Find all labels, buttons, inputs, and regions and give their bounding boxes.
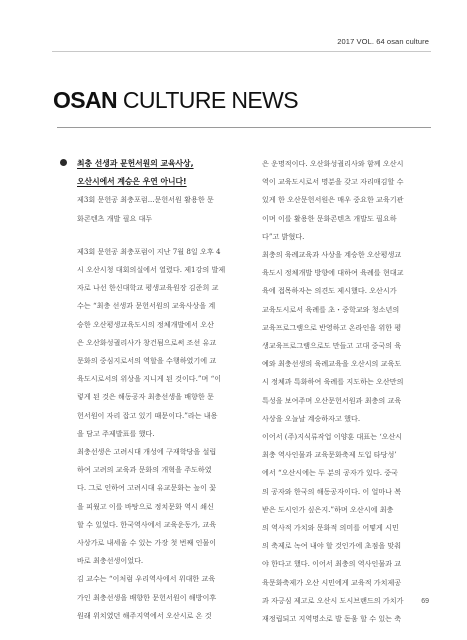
body-text-line: 은 운명적이다. 오산화성궐리사와 함께 오산시 — [262, 159, 404, 168]
paragraph-gap — [77, 228, 242, 243]
body-text-line: 자로 나선 한신대학교 평생교육원장 김준희 교 — [77, 283, 219, 293]
body-text-line: 최충 역사인물과 교육문화축제 도입 타당성’ — [262, 450, 397, 460]
body-text-line: 하여 고려의 교육과 문화의 개혁을 주도하였 — [77, 465, 212, 475]
left-column — [77, 155, 242, 625]
body-text-line: 사상가로 내세울 수 있는 가장 첫 번째 인물이 — [77, 538, 217, 548]
header-rule — [52, 51, 431, 52]
body-text-line: 의 축제로 녹여 내야 할 것인가에 초점을 맞춰 — [262, 541, 402, 551]
article-subtitle-line: 화콘텐츠 개발 필요 대두 — [77, 213, 153, 223]
body-text-line: 과 자긍심 제고로 오산시 도시브랜드의 가치가 — [262, 595, 404, 605]
body-text-line: 시 정체과 특화하여 육례를 지도하는 오산만의 — [262, 377, 404, 387]
issue-header: 2017 VOL. 64 osan culture — [337, 37, 429, 46]
article-title-line: 최충 선생과 문헌서원의 교육사상, — [77, 159, 194, 168]
body-text-line: 을 피웠고 이를 바탕으로 정치문화 역시 쇄신 — [77, 501, 214, 511]
body-text-line: 육문화축제가 오산 시민에게 교육적 가치제공 — [262, 577, 402, 587]
body-text-line: 이어서 (주)지식류작업 이양훈 대표는 ‘오산시 — [262, 432, 403, 442]
body-text-line: 은 오산화성궐리사가 창건됨으로써 조선 유교 — [77, 337, 217, 347]
body-text-line: 최충의 육례교육과 사상을 계승한 오산평생교 — [262, 250, 402, 260]
body-text-line: 최충선생은 고려시대 개성에 구재학당을 설립 — [77, 447, 217, 457]
body-text-line: 특성을 보여주며 오산문헌서원과 최충의 교육 — [262, 395, 402, 405]
body-text-line: 받은 도시인가 싶은지.”하며 오산시에 최충 — [262, 504, 394, 514]
body-text-line: 육도시로서의 위상을 지니게 된 것이다.”며 “이 — [77, 374, 222, 384]
masthead-light: CULTURE NEWS — [117, 87, 298, 113]
body-text-line: 할 수 있었다. 한국역사에서 교육운동가, 교육 — [77, 519, 217, 529]
body-text-line: 육에 접목하자는 의견도 제시했다. 오산시가 — [262, 286, 397, 296]
body-text-line: 생교육프로그램으로도 만들고 고대 중국의 육 — [262, 341, 402, 351]
body-text-line: 렇게 된 것은 해동공자 최충선생을 배향한 문 — [77, 392, 214, 402]
masthead-rule — [57, 127, 431, 128]
masthead-bold: OSAN — [53, 87, 118, 113]
body-text-line: 예와 최충선생의 육례교육을 오산시의 교육도 — [262, 359, 402, 369]
masthead-title — [53, 87, 298, 114]
body-text-line: 의 공자와 한국의 해동공자이다. 이 얼마나 복 — [262, 486, 402, 496]
body-text-line: 사상을 오늘날 계승하자고 했다. — [262, 413, 361, 423]
body-text-line: 재정립되고 지역명소로 발 돋움 할 수 있는 축 — [262, 614, 402, 624]
body-text-line: 을 담고 주제발표를 했다. — [77, 428, 155, 438]
body-text-line: 에서 “오산시에는 두 분의 공자가 있다. 중국 — [262, 468, 398, 478]
article-title-line: 오산시에서 계승은 우연 아니다! — [77, 177, 187, 187]
body-text-line: 가인 최충선생을 배향한 문헌서원이 해방이후 — [77, 592, 217, 602]
body-text-line: 다. 그로 인하여 고려시대 유교문화는 높이 꽃 — [77, 483, 217, 493]
body-text-line: 다”고 밝혔다. — [262, 231, 305, 241]
right-column — [262, 155, 432, 628]
body-text-line: 원래 위치였던 해주지역에서 오산시로 온 것 — [77, 610, 212, 620]
bullet-icon — [60, 159, 67, 166]
body-text-line: 헌서원이 자리 잡고 있기 때문이다.”라는 내용 — [77, 410, 218, 420]
body-text-line: 승한 오산평생교육도시의 정체개발에서 오산 — [77, 319, 214, 329]
body-text-line: 시 오산시청 대회의실에서 열렸다. 제1강의 발제 — [77, 265, 226, 275]
body-text-line: 바로 최충선생이었다. — [77, 556, 144, 566]
page-number: 69 — [421, 598, 429, 605]
body-text-line: 교육프로그램으로 반영하고 온라인을 위한 평 — [262, 322, 402, 332]
body-text-line: 이며 이를 활용한 문화콘텐츠 개발도 필요하 — [262, 213, 397, 223]
body-text-line: 제3회 문헌공 최충포럼이 지난 7월 8일 오후 4 — [77, 246, 221, 256]
body-text-line: 역이 교육도시로서 명분을 갖고 자리매김할 수 — [262, 177, 404, 187]
body-text-line: 야 한다고 했다. 이어서 최충의 역사인물과 교 — [262, 559, 402, 569]
article-subtitle-line: 제3회 문헌공 최충포럼...문헌서원 활용한 문 — [77, 195, 214, 205]
body-text-line: 문화의 중심지로서의 역할을 수행하였기에 교 — [77, 356, 217, 366]
body-text-line: 수는 “최충 선생과 문헌서원의 교육사상을 계 — [77, 301, 216, 311]
body-text-line: 육도시 정체개발 방향에 대하여 육례를 현대교 — [262, 268, 404, 278]
left-body — [77, 243, 242, 625]
body-text-line: 있게 한 오산문헌서원은 매우 중요한 교육기관 — [262, 195, 404, 205]
body-text-line: 의 역사적 가치와 문화적 의미를 어떻게 시민 — [262, 523, 399, 533]
body-text-line: 교육도시로서 육례를 초・중학교와 청소년의 — [262, 304, 400, 314]
body-text-line: 김 교수는 “이처럼 우리역사에서 위대한 교육 — [77, 574, 216, 584]
